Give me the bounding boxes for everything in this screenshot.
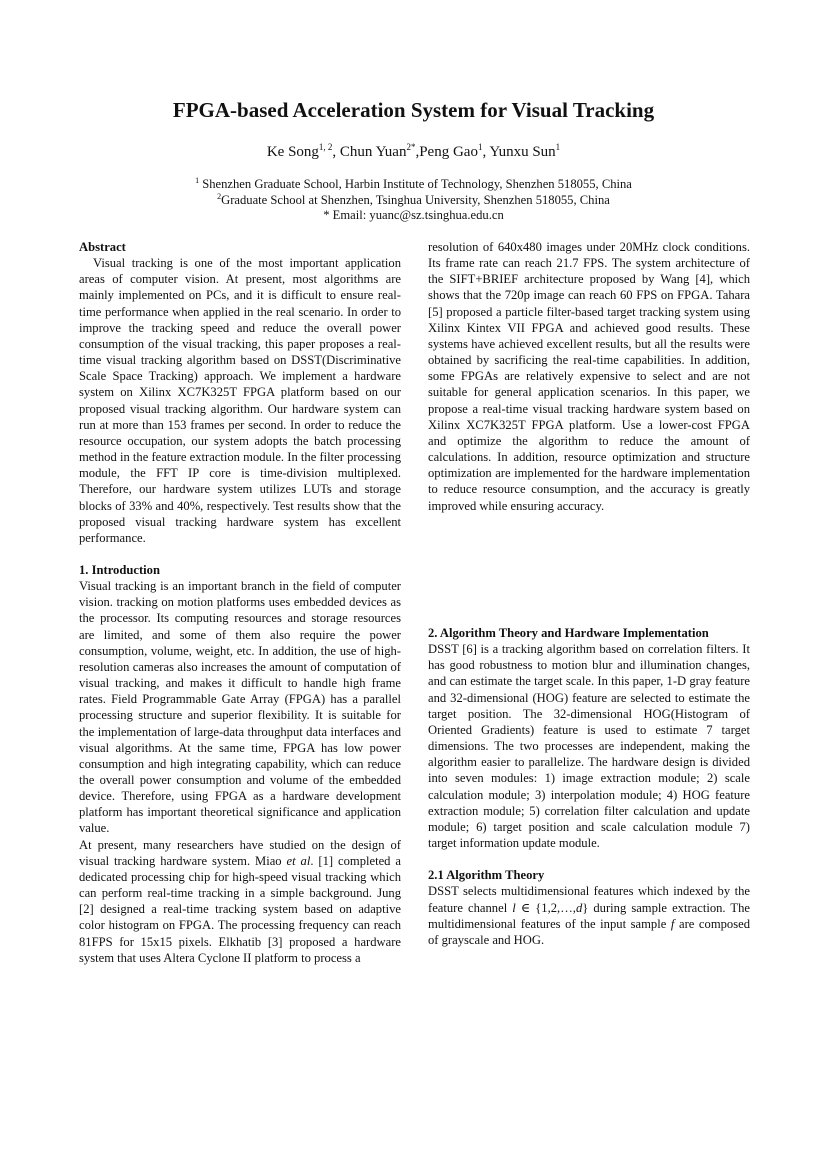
introduction-paragraph-1: Visual tracking is an important branch in the field of computer vision. tracking on motion platforms uses embedded devices as the processor. Its computing resources and storage resources are limited, and some of them also require the power consumption, volume, weight, etc. In addition, the use of high-resolution cameras also increases the amount of computation of visual tracking, and makes it difficult to handle high frame rates. Field Programmable Gate Array (FPGA) has a parallel processing structure and superior flexibility. It is suitable for the implementation of large-data throughput data interfaces and visual algorithms. At the same time, FPGA has low power consumption and high integrating capability, which can reduce the overall power consumption and volume of the embedded device. Therefore, using FPGA as a hardware development platform has important theoretical significance and application value.: [79, 579, 401, 836]
author-list: [0, 142, 827, 161]
section-text: during sample extraction. The multidimensional features of the input sample: [428, 900, 750, 931]
abstract-text: Visual tracking is one of the most important application areas of computer vision. At present, most algorithms are mainly implemented on PCs, and it is difficult to ensure real-time performance when applied in the real scenario. In order to improve the tracking speed and reduce the overall power consumption of the visual tracking, this paper proposes a real-time visual tracking algorithm based on DSST(Discriminative Scale Space Tracking) approach. We implement a hardware system on Xilinx XC7K325T FPGA platform based on our proposed visual tracking algorithm. Our hardware system can run at more than 153 frames per second. In order to reduce the resource occupation, our system adopts the batch processing method in the feature extraction module. In the filter processing module, the FFT IP core is time-division multiplexed. Therefore, our hardware system utilizes LUTs and storage blocks of 33% and 40%, respectively. Test results show that the proposed visual tracking hardware system has excellent performance.: [79, 256, 401, 545]
intro-text: . [1] completed a dedicated processing chip for high-speed visual tracking which can perform real-time tracking in a simple background. Jung [2] designed a real-time tracking system based on adaptive color histogram on FPGA. The processing frequency can reach 81FPS for 15x15 pixels. Elkhatib [3] proposed a hardware system that uses Altera Cyclone II platform to process a: [79, 853, 401, 965]
affiliation-text: Shenzhen Graduate School, Harbin Institute of Technology, Shenzhen 518055, China: [202, 177, 632, 192]
author-sep: ,: [415, 144, 420, 160]
section-2-1-text: [428, 883, 750, 948]
author-name: Ke Song: [266, 144, 319, 160]
right-column-continuation: [428, 625, 750, 948]
introduction-heading: 1. Introduction: [79, 562, 160, 577]
author-name: Peng Gao: [419, 144, 478, 160]
right-column: [428, 239, 750, 514]
abstract-heading: Abstract: [79, 240, 126, 254]
affiliation-sup: 1: [195, 176, 200, 185]
left-column: [79, 239, 401, 966]
et-al: et al: [286, 853, 311, 868]
math-f: f: [670, 916, 675, 931]
intro-text: At present, many researchers have studied on the design of visual tracking hardware system. Miao: [79, 837, 401, 868]
affiliation-text: Graduate School at Shenzhen, Tsinghua University, Shenzhen 518055, China: [221, 193, 610, 208]
section-2-heading: 2. Algorithm Theory and Hardware Implementation: [428, 626, 709, 640]
introduction-paragraph-2: [79, 837, 401, 966]
author-affil-sup: 1: [555, 142, 561, 152]
author-sep: ,: [482, 144, 490, 160]
affiliation-sup: 2: [217, 192, 222, 201]
introduction-paragraph-2-continued: resolution of 640x480 images under 20MHz clock conditions. Its frame rate can reach 21.7 FPS. The system architecture of the SIFT+BRIEF architecture proposed by Wang [4], which shows that the 720p image can reach 60 FPS on FPGA. Tahara [5] proposed a particle filter-based target tracking system using Xilinx Kintex VII FPGA and achieved good results. These systems have achieved excellent results, but all the results were obtained by sacrificing the real-time capabilities. In addition, some FPGAs are relatively expensive to select and are not suitable for general application scenarios. In this paper, we propose a real-time visual tracking hardware system based on Xilinx XC7K325T FPGA platform. Use a lower-cost FPGA and optimize the algorithm to reduce the amount of calculations. In addition, resource optimization and structure optimization are implemented for the hardware implementation to reduce resource consumption, and the accuracy is greatly improved while ensuring accuracy.: [428, 240, 750, 513]
section-text: DSST selects multidimensional features which indexed by the feature channel: [428, 884, 750, 915]
section-text: are composed of grayscale and HOG.: [428, 916, 750, 947]
affiliation-1: [0, 176, 827, 192]
author-name: Yunxu Sun: [489, 144, 556, 160]
paper-title: FPGA-based Acceleration System for Visual Tracking: [172, 98, 655, 122]
author-name: Chun Yuan: [339, 144, 407, 160]
math-d: d: [575, 900, 583, 915]
author-email: * Email: yuanc@sz.tsinghua.edu.cn: [323, 208, 504, 222]
author-affil-sup: 2*: [406, 142, 416, 152]
math-l: l: [512, 900, 516, 915]
author-affil-sup: 1: [477, 142, 483, 152]
author-affil-sup: 1, 2: [318, 142, 333, 152]
math-set: ∈ {1,2,…,: [515, 900, 576, 915]
affiliation-2: [0, 192, 827, 208]
section-2-text: DSST [6] is a tracking algorithm based on correlation filters. It has good robustness to motion blur and illumination changes, and can estimate the target scale. In this paper, 1-D gray feature and 32-dimensional (HOG) feature are selected to estimate the target position. The 32-dimensional HOG(Histogram of Oriented Gradients) feature is used to estimate 7 target dimensions. The two processes are independent, making the algorithm easier to parallelize. The hardware design is divided into seven modules: 1) image extraction module; 2) scale calculation module; 3) interpolation module; 4) HOG feature extraction module; 5) correlation filter calculation and update module; 6) target position and scale calculation module 7) target information update module.: [428, 642, 750, 851]
author-sep: ,: [332, 144, 340, 160]
math-close: }: [582, 900, 589, 915]
section-2-1-heading: 2.1 Algorithm Theory: [428, 868, 545, 883]
